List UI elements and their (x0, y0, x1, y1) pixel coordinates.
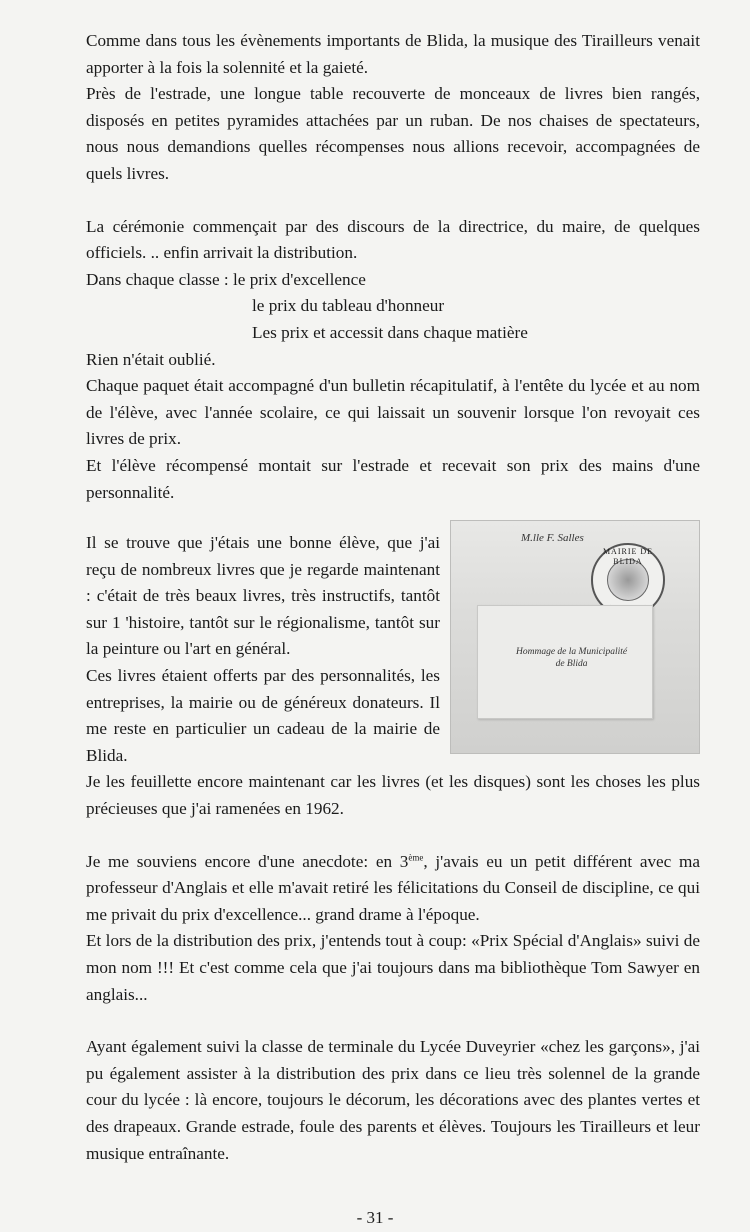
envelope-text (516, 646, 627, 670)
paragraph-2: Près de l'estrade, une longue table recouverte de monceaux de livres bien rangés, disposés en petites pyramides attachées par un ruban. De nos chaises de spectateurs, nous nous demandions quelles récompenses nous allions recevoir, accompagnées de quels livres. (86, 84, 700, 183)
photo-section (86, 520, 700, 769)
paragraph-10 (86, 849, 700, 929)
prize-list (86, 267, 700, 347)
envelope-line-1: Hommage de la Municipalité (516, 647, 628, 658)
signature: M.lle F. Salles (521, 532, 584, 545)
paragraph-10-end: , j'avais eu un petit différent avec ma professeur d'Anglais et elle m'avait retiré les félicitations du Conseil de discipline, ce qui me privait du prix d'excellence... grand drame à l'époque. (86, 851, 700, 924)
envelope-line-2: de Blida (555, 659, 588, 670)
paragraph-11: Et lors de la distribution des prix, j'entends tout à coup: «Prix Spécial d'Anglais» suivi de mon nom !!! Et c'est comme cela que j'ai toujours dans ma bibliothèque Tom Sawyer en anglais... (86, 931, 700, 1004)
paragraph-4: Rien n'était oublié. (86, 349, 216, 369)
seal-text-top: MAIRIE DE BLIDA (602, 547, 654, 567)
paragraph-10-start: Je me souviens encore d'une anecdote: en 3 (86, 851, 409, 871)
paragraph-12: Ayant également suivi la classe de terminale du Lycée Duveyrier «chez les garçons», j'ai pu également assister à la distribution des prix dans ce lieu très solennel de la grande cour du lycée : là encore, toujours le décorum, les décorations avec des plantes vertes et des drapeaux. Grande estrade, foule des parents et élèves. Toujours les Tirailleurs et leur musique entraînante. (86, 1037, 700, 1163)
paragraph-1: Comme dans tous les évènements importants de Blida, la musique des Tirailleurs venait apporter à la fois la solennité et la gaieté. (86, 31, 700, 77)
prize-list-item: Les prix et accessit dans chaque matière (252, 322, 528, 342)
superscript: ème (408, 851, 424, 862)
envelope-photo (450, 520, 700, 754)
prize-list-item: le prix du tableau d'honneur (252, 296, 445, 316)
paragraph-7: Il se trouve que j'étais une bonne élève, que j'ai reçu de nombreux livres que je regarde maintenant : c'était de très beaux livres, très instructifs, tantôt sur 1 'histoire, tantôt sur le régionalisme, tantôt sur la peinture ou l'art en général. (86, 533, 440, 659)
paragraph-8: Ces livres étaient offerts par des personnalités, les entreprises, la mairie ou de généreux donateurs. Il me reste en particulier un cadeau de la mairie de Blida. (86, 666, 440, 765)
prize-list-lead: Dans chaque classe : le prix d'excellence (86, 269, 366, 289)
envelope (477, 605, 653, 719)
paragraph-3: La cérémonie commençait par des discours de la directrice, du maire, de quelques officiels. .. enfin arrivait la distribution. (86, 216, 700, 263)
paragraph-5: Chaque paquet était accompagné d'un bulletin récapitulatif, à l'entête du lycée et au nom de l'élève, avec l'année scolaire, ce qui laissait un souvenir lorsque l'on revoyait ces livres de prix. (86, 376, 700, 449)
page-number: - 31 - (356, 1208, 394, 1227)
paragraph-6: Et l'élève récompensé montait sur l'estrade et recevait son prix des mains d'une personnalité. (86, 455, 700, 502)
paragraph-9: Je les feuillette encore maintenant car les livres (et les disques) sont les choses les plus précieuses que j'ai ramenées en 1962. (86, 772, 700, 819)
page-body (86, 28, 700, 1167)
